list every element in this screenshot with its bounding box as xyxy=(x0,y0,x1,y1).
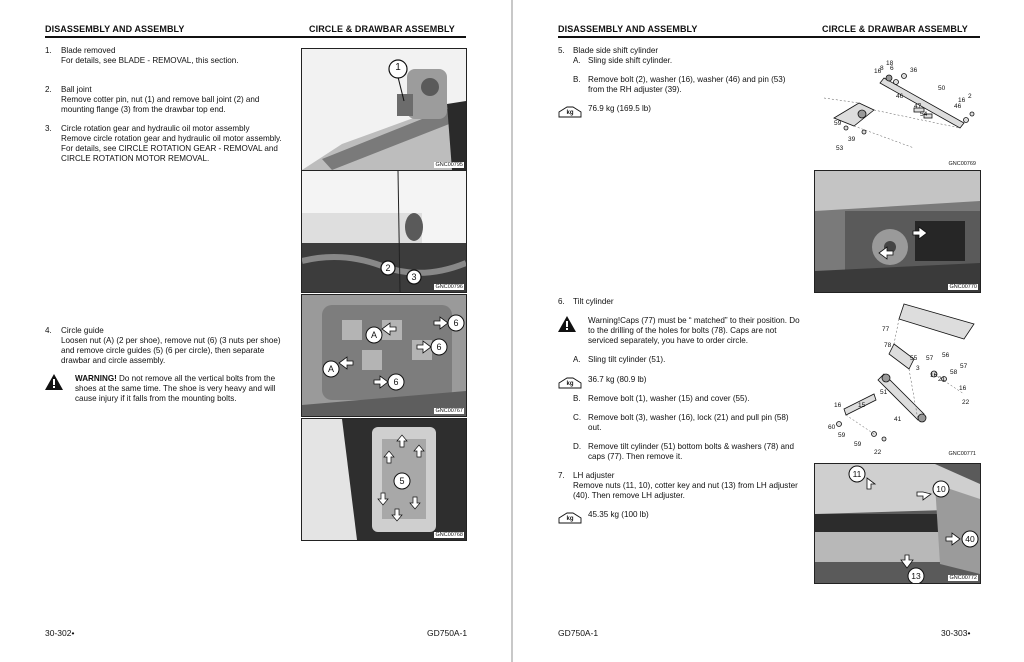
photo-code: GNC00796 xyxy=(435,284,463,290)
warning-line: Caps (77) must be “ matched” to their position. Do xyxy=(620,316,800,325)
diagram-label: 6 xyxy=(890,65,894,72)
callout-6: 6 xyxy=(453,318,459,328)
step-title: Blade removed xyxy=(61,46,116,55)
callout-1: 1 xyxy=(395,62,401,73)
weight-icon-label: kg xyxy=(566,516,574,522)
step-number: 4. xyxy=(45,326,52,335)
diagram-label: 46 xyxy=(954,103,962,110)
right-header-title: CIRCLE & DRAWBAR ASSEMBLY xyxy=(822,24,968,34)
photo-ball-joint xyxy=(301,48,467,171)
substep-line: Remove tilt cylinder (51) bottom bolts & washers (78) and xyxy=(588,442,795,451)
diagram-label: 50 xyxy=(938,85,946,92)
photo-lh-adjuster xyxy=(814,463,981,584)
callout-11: 11 xyxy=(852,469,862,479)
weight-icon-label: kg xyxy=(566,110,574,116)
diagram-label: 56 xyxy=(942,352,950,359)
circle-guides-illustration xyxy=(302,419,466,540)
right-header-section: DISASSEMBLY AND ASSEMBLY xyxy=(558,24,698,34)
diagram-label: 59 xyxy=(838,432,846,439)
warning-line: Do not remove all the vertical bolts from the xyxy=(116,374,276,383)
warning-line: shoes at the same time. The shoe is very heavy and will xyxy=(75,384,276,393)
step-number: 5. xyxy=(558,46,565,55)
weight-value: 45.35 kg (100 lb) xyxy=(588,510,649,519)
photo-rh-adjuster xyxy=(814,170,981,293)
photo-code: GNC00767 xyxy=(435,408,463,414)
left-warning xyxy=(75,374,290,404)
substep-line: from the RH adjuster (39). xyxy=(588,85,682,94)
callout-13: 13 xyxy=(911,571,921,581)
diagram-label: 78 xyxy=(884,342,892,349)
diagram-tilt-cylinder xyxy=(814,294,979,459)
substep-c xyxy=(588,413,813,433)
step-line: Remove circle rotation gear and hydraulic oil motor assembly. xyxy=(61,134,282,143)
diagram-label: 77 xyxy=(882,326,890,333)
diagram-label: 39 xyxy=(848,136,856,143)
diagram-label: 47 xyxy=(914,103,922,110)
diagram-label: 16 xyxy=(874,68,882,75)
step-line: drawbar and circle assembly. xyxy=(61,356,166,365)
step-line: Loosen nut (A) (2 per shoe), remove nut (6) (3 nuts per shoe) xyxy=(61,336,281,345)
photo-circle-guide xyxy=(301,294,467,417)
callout-10: 10 xyxy=(936,484,946,494)
photo-code: GNC00769 xyxy=(948,161,976,167)
step-number: 7. xyxy=(558,471,565,480)
callout-6: 6 xyxy=(393,377,399,387)
step-line: mounting flange (3) from the drawbar top end. xyxy=(61,105,226,114)
warning-triangle-icon xyxy=(558,316,576,332)
side-shift-exploded-diagram xyxy=(814,48,979,169)
weight-value: 36.7 kg (80.9 lb) xyxy=(588,375,647,384)
page-number: 30-303• xyxy=(941,628,971,638)
substep-b xyxy=(588,75,813,95)
step-line: (40). Then remove LH adjuster. xyxy=(573,491,685,500)
warning-label: Warning! xyxy=(588,316,621,325)
weight-icon-label: kg xyxy=(566,381,574,387)
step-title: Circle guide xyxy=(61,326,104,335)
step-line: Remove cotter pin, nut (1) and remove ball joint (2) and xyxy=(61,95,260,104)
right-page xyxy=(513,0,1024,662)
diagram-label: 16 xyxy=(834,402,842,409)
diagram-side-shift-cylinder xyxy=(814,48,979,169)
step-line: For details, see BLADE - REMOVAL, this section. xyxy=(61,56,239,65)
step-line: CIRCLE ROTATION MOTOR REMOVAL. xyxy=(61,154,210,163)
diagram-label: 18 xyxy=(886,60,894,67)
diagram-label: 53 xyxy=(836,145,844,152)
step-3 xyxy=(61,124,293,164)
diagram-label: 46 xyxy=(896,93,904,100)
model-number: GD750A-1 xyxy=(558,628,599,638)
left-header-title: CIRCLE & DRAWBAR ASSEMBLY xyxy=(309,24,455,34)
diagram-label: 54 xyxy=(920,111,928,118)
diagram-label: 16 xyxy=(959,385,967,392)
page-number: 30-302• xyxy=(45,628,75,638)
substep-letter: B. xyxy=(573,394,581,403)
diagram-label: 16 xyxy=(930,372,938,379)
substep-letter: A. xyxy=(573,355,581,364)
substep-d xyxy=(588,442,813,462)
left-header-rule xyxy=(45,36,466,38)
diagram-label: 22 xyxy=(962,399,970,406)
left-header-section: DISASSEMBLY AND ASSEMBLY xyxy=(45,24,185,34)
right-header-rule xyxy=(558,36,980,38)
diagram-label: 3 xyxy=(916,365,920,372)
weight-value: 76.9 kg (169.5 lb) xyxy=(588,104,651,113)
callout-6: 6 xyxy=(436,342,442,352)
circle-guide-illustration xyxy=(302,295,466,416)
substep-line: caps (77). Then remove it. xyxy=(588,452,683,461)
substep-letter: D. xyxy=(573,442,582,451)
tilt-cylinder-exploded-diagram xyxy=(814,294,979,459)
diagram-label: 59 xyxy=(834,120,842,127)
step-1 xyxy=(61,46,289,66)
callout-2: 2 xyxy=(385,263,391,273)
photo-code: GNC00772 xyxy=(949,575,977,581)
step-line: and remove circle guides (5) (6 per circle), then separate xyxy=(61,346,265,355)
step-4 xyxy=(61,326,293,366)
substep-letter: C. xyxy=(573,413,582,422)
rh-adjuster-illustration xyxy=(815,171,980,292)
step-title: Circle rotation gear and hydraulic oil motor assembly xyxy=(61,124,250,133)
diagram-label: 41 xyxy=(894,416,902,423)
step-title: LH adjuster xyxy=(573,471,615,480)
model-number: GD750A-1 xyxy=(427,628,468,638)
step-number: 3. xyxy=(45,124,52,133)
step-title: Ball joint xyxy=(61,85,92,94)
diagram-label: 36 xyxy=(910,67,918,74)
diagram-label: 22 xyxy=(874,449,882,456)
diagram-label: 21 xyxy=(938,376,946,383)
step-number: 6. xyxy=(558,297,565,306)
diagram-label: 58 xyxy=(950,369,958,376)
substep-text: Sling side shift cylinder. xyxy=(588,56,673,65)
callout-5: 5 xyxy=(399,476,405,486)
step-line: Remove nuts (11, 10), cotter key and nut (13) from LH adjuster xyxy=(573,481,798,490)
ball-joint-illustration xyxy=(302,49,466,170)
warning-line: serviced separately, you have to order circle. xyxy=(588,336,749,345)
step-number: 2. xyxy=(45,85,52,94)
diagram-label: 60 xyxy=(828,424,836,431)
diagram-label: 16 xyxy=(958,97,966,104)
step-2 xyxy=(61,85,289,115)
diagram-label: 15 xyxy=(858,402,866,409)
step-number: 1. xyxy=(45,46,52,55)
diagram-label: 8 xyxy=(880,65,884,72)
substep-text: Sling tilt cylinder (51). xyxy=(588,355,666,364)
warning-line: to the drilling of the holes for bolts (78). Caps are not xyxy=(588,326,777,335)
warning-line: cause injury if it falls from the mounting bolts. xyxy=(75,394,237,403)
substep-text: Remove bolt (1), washer (15) and cover (55). xyxy=(588,394,750,403)
photo-drawbar-end xyxy=(301,170,467,293)
drawbar-end-illustration xyxy=(302,171,466,292)
diagram-label: 59 xyxy=(854,441,862,448)
substep-line: Remove bolt (3), washer (16), lock (21) and pull pin (58) xyxy=(588,413,789,422)
photo-code: GNC00795 xyxy=(435,162,463,168)
right-warning xyxy=(588,316,816,346)
photo-code: GNC00768 xyxy=(435,532,463,538)
warning-label: WARNING! xyxy=(75,374,117,383)
callout-40: 40 xyxy=(965,534,975,544)
photo-code: GNC00771 xyxy=(948,451,976,457)
callout-3: 3 xyxy=(411,272,417,282)
substep-line: Remove bolt (2), washer (16), washer (46) and pin (53) xyxy=(588,75,786,84)
substep-letter: B. xyxy=(573,75,581,84)
step-line: For details, see CIRCLE ROTATION GEAR - REMOVAL and xyxy=(61,144,278,153)
step-5-title: Blade side shift cylinder xyxy=(573,46,659,55)
photo-circle-guides xyxy=(301,418,467,541)
diagram-label: 2 xyxy=(968,93,972,100)
lh-adjuster-illustration xyxy=(815,464,980,583)
diagram-label: 57 xyxy=(926,355,934,362)
photo-code: GNC00770 xyxy=(949,284,977,290)
diagram-label: 57 xyxy=(960,363,968,370)
warning-triangle-icon xyxy=(45,374,63,390)
callout-a: A xyxy=(327,364,334,374)
step-6-title: Tilt cylinder xyxy=(573,297,614,306)
step-7 xyxy=(573,471,818,501)
callout-a: A xyxy=(370,330,377,340)
substep-letter: A. xyxy=(573,56,581,65)
diagram-label: 51 xyxy=(880,389,888,396)
diagram-label: 55 xyxy=(910,355,918,362)
substep-line: out. xyxy=(588,423,602,432)
